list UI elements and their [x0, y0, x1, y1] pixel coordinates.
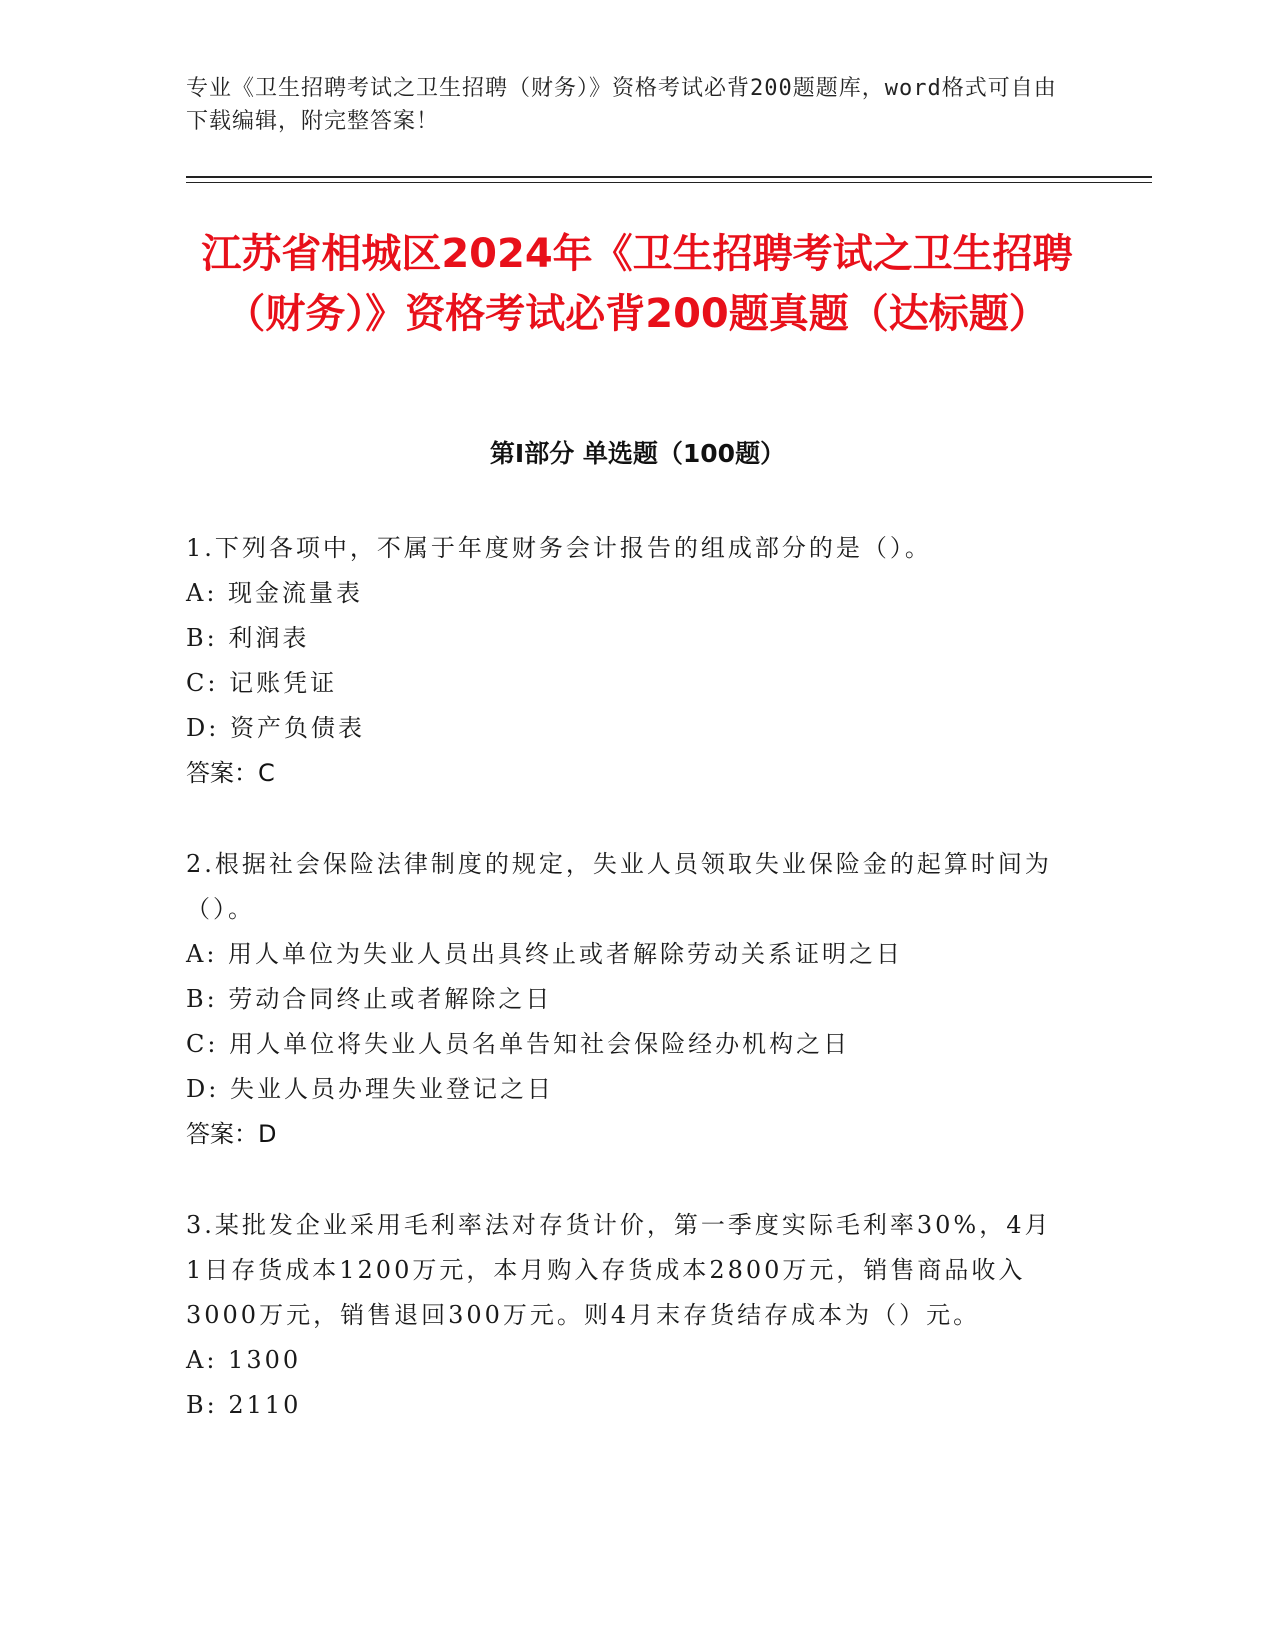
question-list: [186, 526, 1066, 1474]
option-d: D: 失业人员办理失业登记之日: [186, 1075, 554, 1103]
option-a: A: 1300: [186, 1346, 302, 1374]
question-stem: 3.某批发企业采用毛利率法对存货计价，第一季度实际毛利率30%，4月1日存货成本1200万元，本月购入存货成本2800万元，销售商品收入3000万元，销售退回300万元。则4月末存货结存成本为（）元。: [186, 1211, 1052, 1329]
header-divider-thick: [186, 176, 1152, 178]
header-divider-thin: [186, 182, 1152, 183]
question-3: [186, 1203, 1066, 1428]
option-a: A: 用人单位为失业人员出具终止或者解除劳动关系证明之日: [186, 940, 904, 968]
option-b: B: 利润表: [186, 624, 310, 652]
answer-line: 答案：D: [186, 1120, 277, 1148]
document-title: 江苏省相城区2024年《卫生招聘考试之卫生招聘（财务）》资格考试必背200题真题（达标题）: [201, 231, 1073, 337]
question-2: [186, 842, 1066, 1157]
question-stem: 2.根据社会保险法律制度的规定，失业人员领取失业保险金的起算时间为（）。: [186, 850, 1052, 923]
option-b: B: 劳动合同终止或者解除之日: [186, 985, 553, 1013]
question-1: [186, 526, 1066, 796]
section-title: 第I部分 单选题（100题）: [489, 439, 786, 468]
option-d: D: 资产负债表: [186, 714, 365, 742]
option-a: A: 现金流量表: [186, 579, 364, 607]
option-b: B: 2110: [186, 1391, 302, 1419]
option-c: C: 用人单位将失业人员名单告知社会保险经办机构之日: [186, 1030, 851, 1058]
option-c: C: 记账凭证: [186, 669, 338, 697]
answer-line: 答案：C: [186, 759, 275, 787]
header-note: 专业《卫生招聘考试之卫生招聘（财务）》资格考试必背200题题库，word格式可自由下载编辑，附完整答案！: [186, 76, 1057, 134]
question-stem: 1.下列各项中，不属于年度财务会计报告的组成部分的是（）。: [186, 534, 932, 562]
